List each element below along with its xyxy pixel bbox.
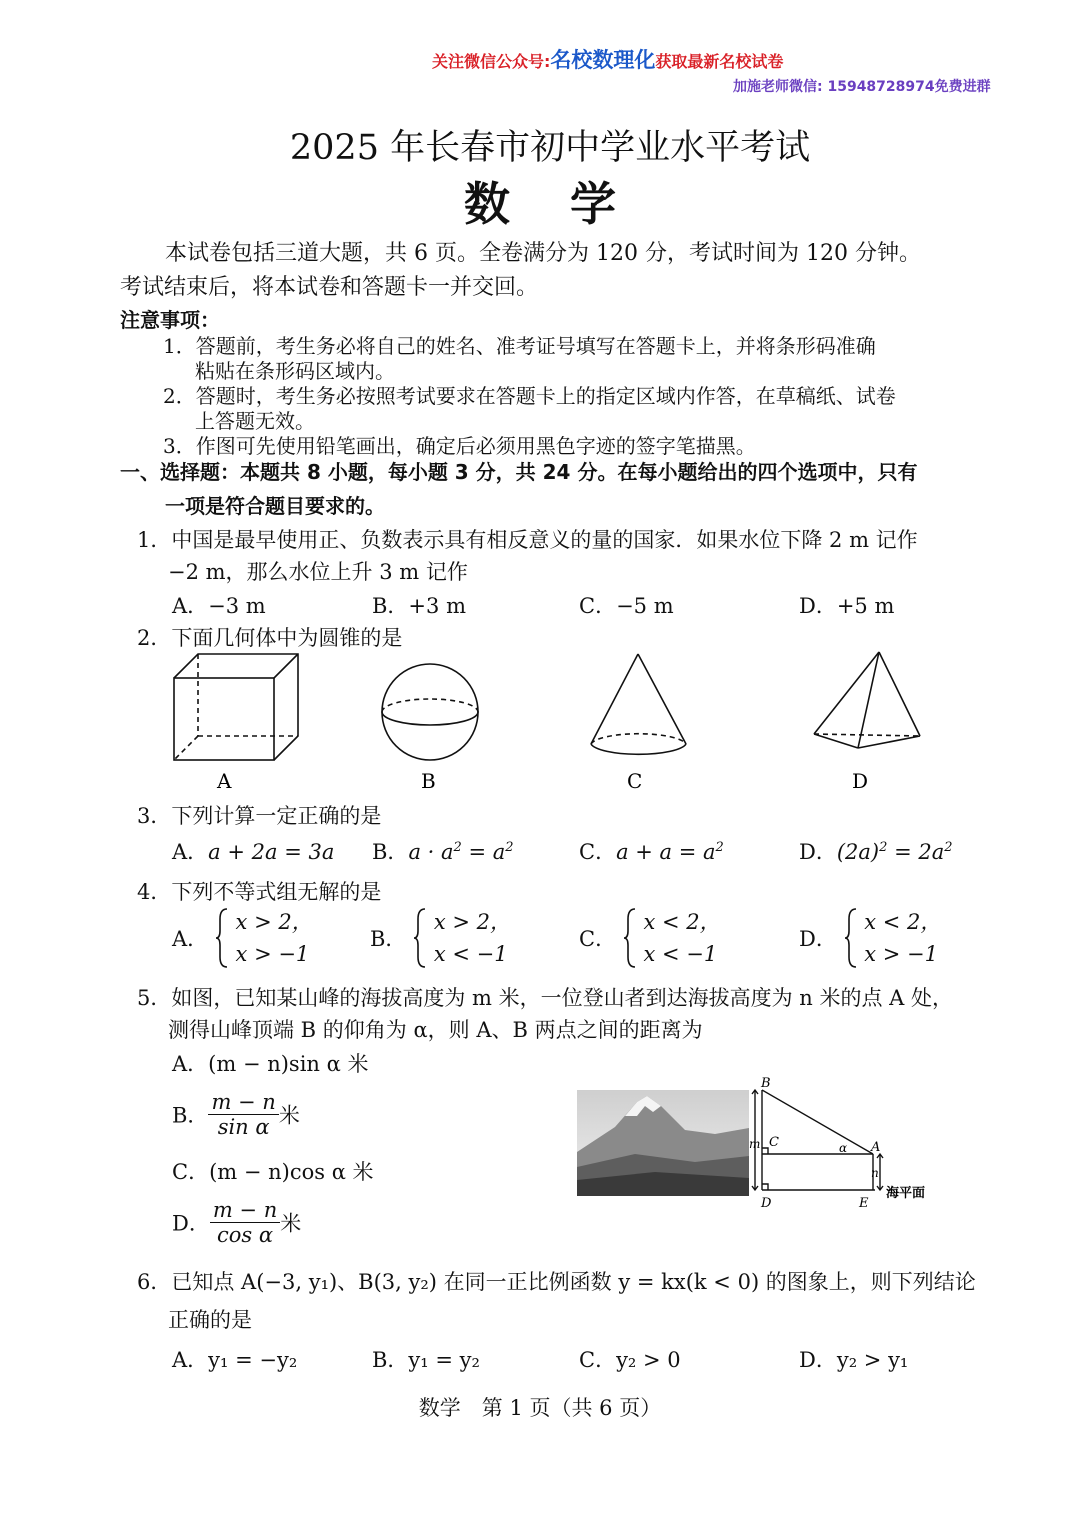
note-1b: 粘贴在条形码区域内。 <box>195 359 395 383</box>
promo-line-2: 加施老师微信: 15948728974免费进群 <box>733 79 991 95</box>
q5-option-b-label: B． <box>172 1103 209 1128</box>
section-1-line-2: 一项是符合题目要求的。 <box>165 494 385 518</box>
q3-option-a-label: A． <box>172 840 209 864</box>
q3-option-d-label: D． <box>799 840 837 864</box>
q3-option-c-exp: 2 <box>715 840 724 855</box>
fig-label-m: m <box>749 1137 761 1151</box>
q3-option-b-expr-2: = a <box>461 840 506 864</box>
cube-figure <box>174 654 298 760</box>
q4-option-d-label: D． <box>799 927 837 951</box>
q4-option-c-ineq-2: x < −1 <box>643 942 718 966</box>
page-footer: 数学 第 1 页（共 6 页） <box>418 1396 662 1420</box>
q2-stem: 2．下面几何体中为圆锥的是 <box>137 626 403 650</box>
q4-option-b-label: B． <box>370 927 407 951</box>
q4-option-d-ineq-1: x < 2， <box>864 910 942 934</box>
q5-line-1: 5．如图，已知某山峰的海拔高度为 m 米，一位登山者到达海拔高度为 n 米的点 A 处， <box>137 986 954 1010</box>
q3-option-b-expr-1: a · a <box>408 840 454 864</box>
q3-option-d-expr-2: = 2a <box>887 840 945 864</box>
note-1a: 1．答题前，考生务必将自己的姓名、准考证号填写在答题卡上，并将条形码准确 <box>163 334 876 358</box>
q4-option-a-ineq-2: x > −1 <box>235 942 310 966</box>
fig-label-alpha: α <box>839 1141 848 1155</box>
q6-option-b: B．y₁ = y₂ <box>372 1348 480 1372</box>
q5-line-2: 测得山峰顶端 B 的仰角为 α，则 A、B 两点之间的距离为 <box>168 1018 703 1042</box>
q5-option-c: C．(m − n)cos α 米 <box>172 1160 374 1184</box>
pyramid-figure <box>814 652 920 748</box>
q1-line-1: 1．中国是最早使用正、负数表示具有相反意义的量的国家．如果水位下降 2 m 记作 <box>137 528 918 552</box>
q4-option-a-brace <box>215 907 229 969</box>
q3-option-d-exp-2: 2 <box>944 840 953 855</box>
note-2a: 2．答题时，考生务必按照考试要求在答题卡上的指定区域内作答，在草稿纸、试卷 <box>163 384 896 408</box>
q4-option-a <box>172 906 313 970</box>
q4-option-b <box>370 906 511 970</box>
fig-label-e: E <box>859 1196 869 1211</box>
q6-option-a: A．y₁ = −y₂ <box>172 1348 298 1372</box>
q1-option-a: A．−3 m <box>172 594 266 618</box>
q3-option-a <box>172 836 334 866</box>
q4-option-c-brace <box>623 907 637 969</box>
q4-option-d-brace <box>844 907 858 969</box>
q1-option-d: D．+5 m <box>799 594 895 618</box>
q3-option-b-exp-1: 2 <box>453 840 462 855</box>
fig-label-c: C <box>769 1135 779 1150</box>
q6-line-1: 6．已知点 A(−3, y₁)、B(3, y₂) 在同一正比例函数 y = kx(k < 0) 的图象上，则下列结论 <box>137 1270 976 1294</box>
q6-option-d: D．y₂ > y₁ <box>799 1348 909 1372</box>
q4-option-d <box>799 906 941 970</box>
fig-label-d: D <box>761 1196 772 1211</box>
q4-option-c-ineq-1: x < 2， <box>643 910 721 934</box>
q5-option-b-unit: 米 <box>278 1103 300 1128</box>
cone-figure <box>591 654 686 754</box>
q4-option-b-ineq-1: x > 2， <box>433 910 511 934</box>
q4-option-b-brace <box>413 907 427 969</box>
q2-label-a: A <box>217 769 232 793</box>
q4-option-a-ineq-1: x > 2， <box>235 910 313 934</box>
q6-line-2: 正确的是 <box>168 1308 252 1332</box>
q4-option-a-label: A． <box>172 927 209 951</box>
q3-stem: 3．下列计算一定正确的是 <box>137 804 382 828</box>
q2-label-b: B <box>421 769 436 793</box>
note-2b: 上答题无效。 <box>195 409 315 433</box>
q5-option-a: A．(m − n)sin α 米 <box>172 1052 369 1076</box>
q4-option-d-ineq-2: x > −1 <box>864 942 938 966</box>
promo-suffix: 获取最新名校试卷 <box>655 52 784 71</box>
intro-line-1: 本试卷包括三道大题，共 6 页。全卷满分为 120 分，考试时间为 120 分钟。 <box>165 241 921 266</box>
q3-option-b <box>372 836 514 866</box>
q3-option-d <box>799 836 953 866</box>
q4-option-c-label: C． <box>579 927 617 951</box>
notes-heading: 注意事项： <box>120 308 220 332</box>
q6-option-c: C．y₂ > 0 <box>579 1348 681 1372</box>
intro-line-2: 考试结束后，将本试卷和答题卡一并交回。 <box>120 275 539 300</box>
fig-label-b: B <box>761 1076 771 1091</box>
q5-option-d <box>172 1198 301 1247</box>
q3-option-d-exp-1: 2 <box>879 840 888 855</box>
q3-option-c-expr: a + a = a <box>616 840 716 864</box>
note-3: 3．作图可先使用铅笔画出，确定后必须用黑色字迹的签字笔描黑。 <box>163 434 756 458</box>
exam-subject: 数学 <box>464 177 676 231</box>
q2-figures <box>160 648 980 798</box>
q1-option-b: B．+3 m <box>372 594 466 618</box>
q5-option-d-label: D． <box>172 1211 210 1236</box>
q1-line-2: −2 m，那么水位上升 3 m 记作 <box>168 560 468 584</box>
q5-option-b-denominator: sin α <box>217 1115 270 1139</box>
q5-option-d-numerator: m − n <box>210 1198 280 1223</box>
q1-option-c: C．−5 m <box>579 594 674 618</box>
q2-label-d: D <box>852 769 869 793</box>
promo-brand: 名校数理化 <box>550 48 656 72</box>
mountain-photo <box>577 1090 749 1196</box>
fig-label-n: n <box>871 1166 879 1180</box>
q2-label-c: C <box>627 769 643 793</box>
fig-label-a: A <box>871 1140 881 1155</box>
q3-option-c-label: C． <box>579 840 617 864</box>
exam-title: 2025 年长春市初中学业水平考试 <box>289 128 811 168</box>
q3-option-d-expr-1: (2a) <box>836 840 880 864</box>
sphere-figure <box>382 664 478 760</box>
q5-figure <box>575 1072 945 1212</box>
promo-prefix: 关注微信公众号: <box>432 52 551 71</box>
q5-option-b-numerator: m − n <box>208 1090 278 1115</box>
section-1-line-1: 一、选择题：本题共 8 小题，每小题 3 分，共 24 分。在每小题给出的四个选项中，只有 <box>120 460 918 484</box>
q4-option-c <box>579 906 721 970</box>
q5-option-b <box>172 1090 300 1139</box>
q4-stem: 4．下列不等式组无解的是 <box>137 880 382 904</box>
q3-option-c <box>579 836 724 866</box>
q3-option-b-exp-2: 2 <box>505 840 514 855</box>
q3-option-b-label: B． <box>372 840 409 864</box>
q5-option-d-denominator: cos α <box>217 1223 274 1247</box>
q5-option-d-unit: 米 <box>280 1211 302 1236</box>
fig-label-sea-level: 海平面 <box>886 1186 926 1201</box>
q3-option-a-expr: a + 2a = 3a <box>208 840 335 864</box>
q4-option-b-ineq-2: x < −1 <box>433 942 508 966</box>
promo-line-1 <box>432 44 783 74</box>
